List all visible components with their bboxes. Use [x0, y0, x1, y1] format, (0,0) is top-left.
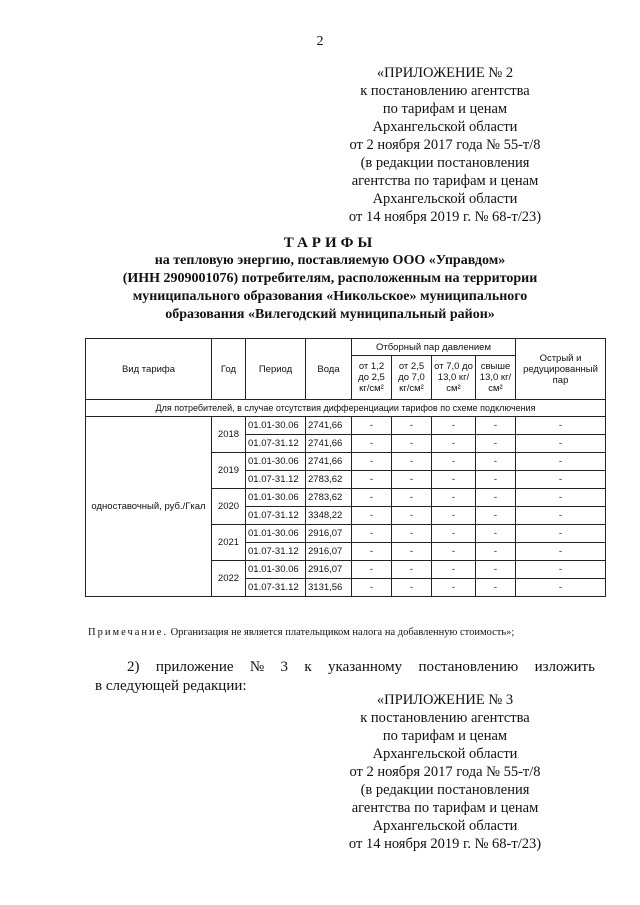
- water-cell: 2783,62: [306, 489, 352, 507]
- steam-cell: -: [392, 543, 432, 561]
- steam-cell: -: [352, 489, 392, 507]
- steam-cell: -: [432, 453, 476, 471]
- steam-cell: -: [476, 525, 516, 543]
- tariff-table: [85, 338, 606, 597]
- steam-cell: -: [352, 417, 392, 435]
- steam-cell: -: [392, 489, 432, 507]
- steam-cell: -: [476, 561, 516, 579]
- appendix-line: к постановлению агентства: [360, 83, 530, 99]
- steam-cell: -: [432, 489, 476, 507]
- appendix-line: агентства по тарифам и ценам: [351, 800, 539, 816]
- period-cell: 01.07-31.12: [246, 543, 306, 561]
- paragraph-word: приложение: [155, 659, 234, 675]
- appendix-line: к постановлению агентства: [360, 710, 530, 726]
- header-steam-col: от 1,2 до 2,5 кг/см²: [352, 356, 392, 400]
- document-title: [70, 234, 590, 324]
- header-water: Вода: [306, 339, 352, 400]
- sharp-steam-cell: -: [516, 435, 606, 453]
- appendix-2-header: [330, 64, 560, 226]
- table-subheader: Для потребителей, в случае отсутствия дифференциации тарифов по схеме подключения: [86, 400, 606, 417]
- header-tariff-type: Вид тарифа: [86, 339, 212, 400]
- sharp-steam-cell: -: [516, 543, 606, 561]
- sharp-steam-cell: -: [516, 561, 606, 579]
- water-cell: 2916,07: [306, 561, 352, 579]
- period-cell: 01.01-30.06: [246, 525, 306, 543]
- page-number: 2: [316, 34, 324, 49]
- steam-cell: -: [432, 561, 476, 579]
- steam-cell: -: [476, 453, 516, 471]
- title-line: муниципального образования «Никольское» муниципального: [132, 289, 528, 304]
- table-note: [88, 627, 514, 638]
- appendix-line: (в редакции постановления: [360, 782, 530, 798]
- sharp-steam-cell: -: [516, 525, 606, 543]
- steam-cell: -: [352, 579, 392, 597]
- appendix-line: от 2 ноября 2017 года № 55-т/8: [349, 764, 541, 780]
- header-steam-col: свыше 13,0 кг/см²: [476, 356, 516, 400]
- steam-cell: -: [432, 525, 476, 543]
- steam-cell: -: [352, 525, 392, 543]
- steam-cell: -: [392, 525, 432, 543]
- header-steam-col: от 7,0 до 13,0 кг/см²: [432, 356, 476, 400]
- steam-cell: -: [392, 561, 432, 579]
- period-cell: 01.07-31.12: [246, 579, 306, 597]
- year-cell: 2019: [212, 453, 246, 489]
- period-cell: 01.01-30.06: [246, 489, 306, 507]
- appendix-line: (в редакции постановления: [360, 155, 530, 171]
- period-cell: 01.07-31.12: [246, 471, 306, 489]
- appendix-line: Архангельской области: [372, 746, 518, 762]
- steam-cell: -: [392, 417, 432, 435]
- water-cell: 2741,66: [306, 435, 352, 453]
- tariff-label: одноставочный, руб./Гкал: [86, 417, 212, 597]
- steam-cell: -: [476, 579, 516, 597]
- year-cell: 2018: [212, 417, 246, 453]
- water-cell: 2916,07: [306, 525, 352, 543]
- sharp-steam-cell: -: [516, 507, 606, 525]
- header-steam-group: Отборный пар давлением: [352, 339, 516, 356]
- sharp-steam-cell: -: [516, 489, 606, 507]
- sharp-steam-cell: -: [516, 453, 606, 471]
- steam-cell: -: [392, 453, 432, 471]
- steam-cell: -: [392, 471, 432, 489]
- appendix-line: «ПРИЛОЖЕНИЕ № 2: [376, 65, 514, 81]
- appendix-line: по тарифам и ценам: [382, 101, 508, 117]
- year-cell: 2021: [212, 525, 246, 561]
- appendix-line: от 14 ноября 2019 г. № 68-т/23): [348, 836, 542, 852]
- steam-cell: -: [352, 453, 392, 471]
- paragraph-line: в следующей редакции:: [95, 678, 247, 694]
- steam-cell: -: [476, 507, 516, 525]
- steam-cell: -: [476, 489, 516, 507]
- note-text: Организация не является плательщиком налога на добавленную стоимость»;: [170, 627, 515, 638]
- note-label: Примечание.: [88, 627, 168, 638]
- title-line: на тепловую энергию, поставляемую ООО «Управдом»: [154, 253, 506, 268]
- header-period: Период: [246, 339, 306, 400]
- period-cell: 01.01-30.06: [246, 561, 306, 579]
- steam-cell: -: [352, 561, 392, 579]
- paragraph-word: указанному: [328, 659, 403, 675]
- steam-cell: -: [392, 507, 432, 525]
- paragraph-word: №: [249, 659, 265, 675]
- sharp-steam-cell: -: [516, 417, 606, 435]
- appendix-line: агентства по тарифам и ценам: [351, 173, 539, 189]
- steam-cell: -: [392, 435, 432, 453]
- steam-cell: -: [476, 435, 516, 453]
- period-cell: 01.07-31.12: [246, 435, 306, 453]
- paragraph-line: [95, 658, 595, 677]
- water-cell: 2741,66: [306, 453, 352, 471]
- steam-cell: -: [432, 417, 476, 435]
- steam-cell: -: [432, 507, 476, 525]
- title-main: ТАРИФЫ: [283, 235, 377, 251]
- appendix-line: Архангельской области: [372, 191, 518, 207]
- year-cell: 2022: [212, 561, 246, 597]
- appendix-3-header: [330, 691, 560, 853]
- appendix-line: от 2 ноября 2017 года № 55-т/8: [349, 137, 541, 153]
- tariff-table-container: [85, 338, 606, 597]
- period-cell: 01.01-30.06: [246, 453, 306, 471]
- year-cell: 2020: [212, 489, 246, 525]
- steam-cell: -: [432, 435, 476, 453]
- paragraph-word: к: [304, 659, 312, 675]
- header-sharp-steam: Острый и редуцированный пар: [516, 339, 606, 400]
- paragraph-word: изложить: [534, 659, 595, 675]
- header-steam-col: от 2,5 до 7,0 кг/см²: [392, 356, 432, 400]
- steam-cell: -: [476, 471, 516, 489]
- steam-cell: -: [432, 579, 476, 597]
- header-year: Год: [212, 339, 246, 400]
- period-cell: 01.07-31.12: [246, 507, 306, 525]
- water-cell: 2916,07: [306, 543, 352, 561]
- paragraph-word: 3: [280, 659, 289, 675]
- water-cell: 2783,62: [306, 471, 352, 489]
- sharp-steam-cell: -: [516, 471, 606, 489]
- title-line: образования «Вилегодский муниципальный район»: [165, 307, 495, 322]
- water-cell: 3131,56: [306, 579, 352, 597]
- paragraph-word: постановлению: [418, 659, 519, 675]
- period-cell: 01.01-30.06: [246, 417, 306, 435]
- steam-cell: -: [432, 543, 476, 561]
- water-cell: 2741,66: [306, 417, 352, 435]
- steam-cell: -: [476, 543, 516, 561]
- appendix-line: Архангельской области: [372, 119, 518, 135]
- paragraph-word: 2): [127, 659, 140, 675]
- appendix-line: Архангельской области: [372, 818, 518, 834]
- steam-cell: -: [476, 417, 516, 435]
- steam-cell: -: [392, 579, 432, 597]
- title-line: (ИНН 2909001076) потребителям, расположенным на территории: [122, 271, 538, 286]
- steam-cell: -: [352, 507, 392, 525]
- steam-cell: -: [432, 471, 476, 489]
- appendix-line: «ПРИЛОЖЕНИЕ № 3: [376, 692, 514, 708]
- sharp-steam-cell: -: [516, 579, 606, 597]
- table-row: [86, 417, 606, 435]
- appendix-line: от 14 ноября 2019 г. № 68-т/23): [348, 209, 542, 225]
- steam-cell: -: [352, 471, 392, 489]
- water-cell: 3348,22: [306, 507, 352, 525]
- appendix-line: по тарифам и ценам: [382, 728, 508, 744]
- steam-cell: -: [352, 543, 392, 561]
- steam-cell: -: [352, 435, 392, 453]
